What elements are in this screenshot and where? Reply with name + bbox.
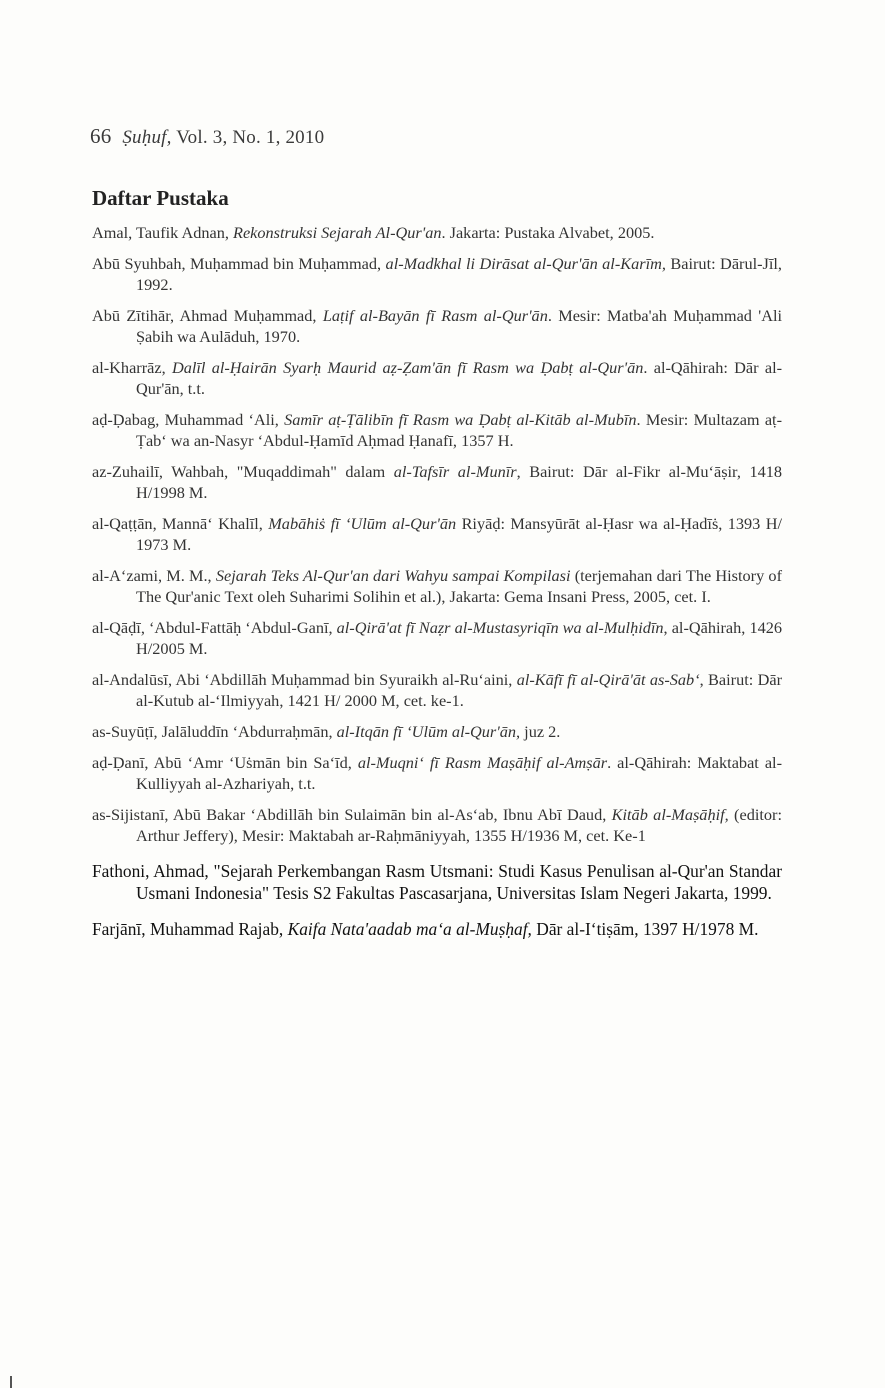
reference-entry [92,918,782,940]
ref-publication: , Bairut: Dār al-Kutub al-‘Ilmiyyah, 1421 H/ 2000 M, cet. ke-1. [136,670,782,710]
ref-author: Amal, Taufik Adnan, [92,223,233,242]
ref-author: as-Suyūṭī, Jalāluddīn ‘Abdurraḥmān, [92,722,337,741]
ref-author: aḍ-Ḍabag, Muhammad ‘Ali, [92,410,285,429]
ref-title: al-Itqān fī ‘Ulūm al-Qur'ān, [336,722,521,741]
page-number: 66 [90,124,112,148]
scan-edge-mark [10,1376,12,1388]
ref-publication: juz 2. [520,722,561,741]
ref-publication: Dār al-I‘tiṣām, 1397 H/1978 M. [531,919,759,939]
ref-publication: Bairut: Dārul-Jīl, 1992. [136,254,783,294]
reference-entry [92,357,782,399]
journal-volume: Vol. 3, No. 1, 2010 [176,127,325,148]
reference-entry [92,565,782,607]
ref-publication: . al-Qāhirah: Dār al-Qur'ān, t.t. [136,358,783,398]
ref-author: as-Sijistanī, Abū Bakar ‘Abdillāh bin Sulaimān bin al-As‘ab, Ibnu Abī Daud, [92,805,612,824]
reference-entry [92,721,782,742]
ref-author: Fathoni, Ahmad, "Sejarah Perkembangan Rasm Utsmani: Studi Kasus Penulisan al-Qur'an Standar Usmani Indonesia" Tesis S2 Fakultas Pascasarjana, Universitas Islam Negeri Jakarta, 1999. [92,861,782,903]
ref-author: al-A‘zami, M. M., [92,566,216,585]
reference-entry [92,409,782,451]
running-header [90,124,324,149]
reference-entry [92,305,782,347]
ref-publication: . al-Qāhirah: Maktabat al-Kulliyyah al-Azhariyah, t.t. [136,753,783,793]
ref-author: al-Kharrāz, [92,358,172,377]
reference-entry [92,461,782,503]
ref-author: Abū Zītihār, Ahmad Muḥammad, [92,306,323,325]
ref-title: Dalīl al-Ḥairān Syarḥ Maurid aẓ-Ẓam'ān fī Rasm wa Ḍabṭ al-Qur'ān [171,358,644,377]
ref-title: al-Qirā'at fī Naẓr al-Mustasyriqīn wa al-Mulḥidīn [336,618,664,637]
reference-entry [92,804,782,846]
ref-title: al-Kāfī fī al-Qirā'āt as-Sab‘ [516,670,700,689]
ref-author: al-Andalūsī, Abi ‘Abdillāh Muḥammad bin Syuraikh al-Ru‘aini, [92,670,517,689]
journal-name: Ṣuḥuf, [122,127,172,148]
reference-entry [92,860,782,904]
ref-publication: . Mesir: Multazam aṭ-Ṭab‘ wa an-Nasyr ‘Abdul-Ḥamīd Aḥmad Ḥanafī, 1357 H. [136,410,782,450]
ref-author: Farjānī, Muhammad Rajab, [92,919,288,939]
ref-author: al-Qaṭṭān, Mannā‘ Khalīl, [92,514,269,533]
ref-publication: (editor: Arthur Jeffery), Mesir: Maktabah ar-Raḥmāniyyah, 1355 H/1936 M, cet. Ke-1 [136,805,782,845]
ref-author: aḍ-Ḍanī, Abū ‘Amr ‘Uṡmān bin Sa‘īd, [92,753,358,772]
ref-title: Sejarah Teks Al-Qur'an dari Wahyu sampai Kompilasi [215,566,571,585]
ref-publication: (terjemahan dari The History of The Qur'anic Text oleh Suharimi Solihin et al.), Jakarta: Gema Insani Press, 2005, cet. I. [136,566,782,606]
ref-publication: . Jakarta: Pustaka Alvabet, 2005. [441,223,655,242]
ref-author: Abū Syuhbah, Muḥammad bin Muḥammad, [92,254,386,273]
ref-title: Rekonstruksi Sejarah Al-Qur'an [233,223,442,242]
bibliography-list [92,222,782,950]
ref-publication: Riyāḍ: Mansyūrāt al-Ḥasr wa al-Ḥadīṡ, 1393 H/ 1973 M. [136,514,782,554]
ref-title: Mabāhiṡ fī ‘Ulūm al-Qur'ān [268,514,457,533]
ref-title: Samīr aṭ-Ṭālibīn fī Rasm wa Ḍabṭ al-Kitāb al-Mubīn [284,410,637,429]
ref-author: az-Zuhailī, Wahbah, "Muqaddimah" dalam [92,462,394,481]
ref-publication: . Mesir: Matba'ah Muḥammad 'Ali Ṣabih wa Aulāduh, 1970. [136,306,782,346]
ref-title: al-Tafsīr al-Munīr [393,462,517,481]
ref-author: al-Qāḍī, ‘Abdul-Fattāḥ ‘Abdul-Ganī, [92,618,337,637]
reference-entry [92,513,782,555]
ref-title: Kaifa Nata'aadab ma‘a al-Muṣḥaf, [287,919,532,939]
reference-entry [92,222,782,243]
ref-title: al-Muqni‘ fī Rasm Maṣāḥif al-Amṣār [357,753,608,772]
reference-entry [92,253,782,295]
ref-publication: , al-Qāhirah, 1426 H/2005 M. [136,618,783,658]
ref-publication: , Bairut: Dār al-Fikr al-Mu‘āṣir, 1418 H/1998 M. [136,462,783,502]
ref-title: Laṭif al-Bayān fī Rasm al-Qur'ān [322,306,548,325]
section-title: Daftar Pustaka [92,186,229,210]
ref-title: al-Madkhal li Dirāsat al-Qur'ān al-Karīm, [385,254,666,273]
reference-entry [92,752,782,794]
reference-entry [92,669,782,711]
ref-title: Kitāb al-Maṣāḥif, [611,805,729,824]
reference-entry [92,617,782,659]
